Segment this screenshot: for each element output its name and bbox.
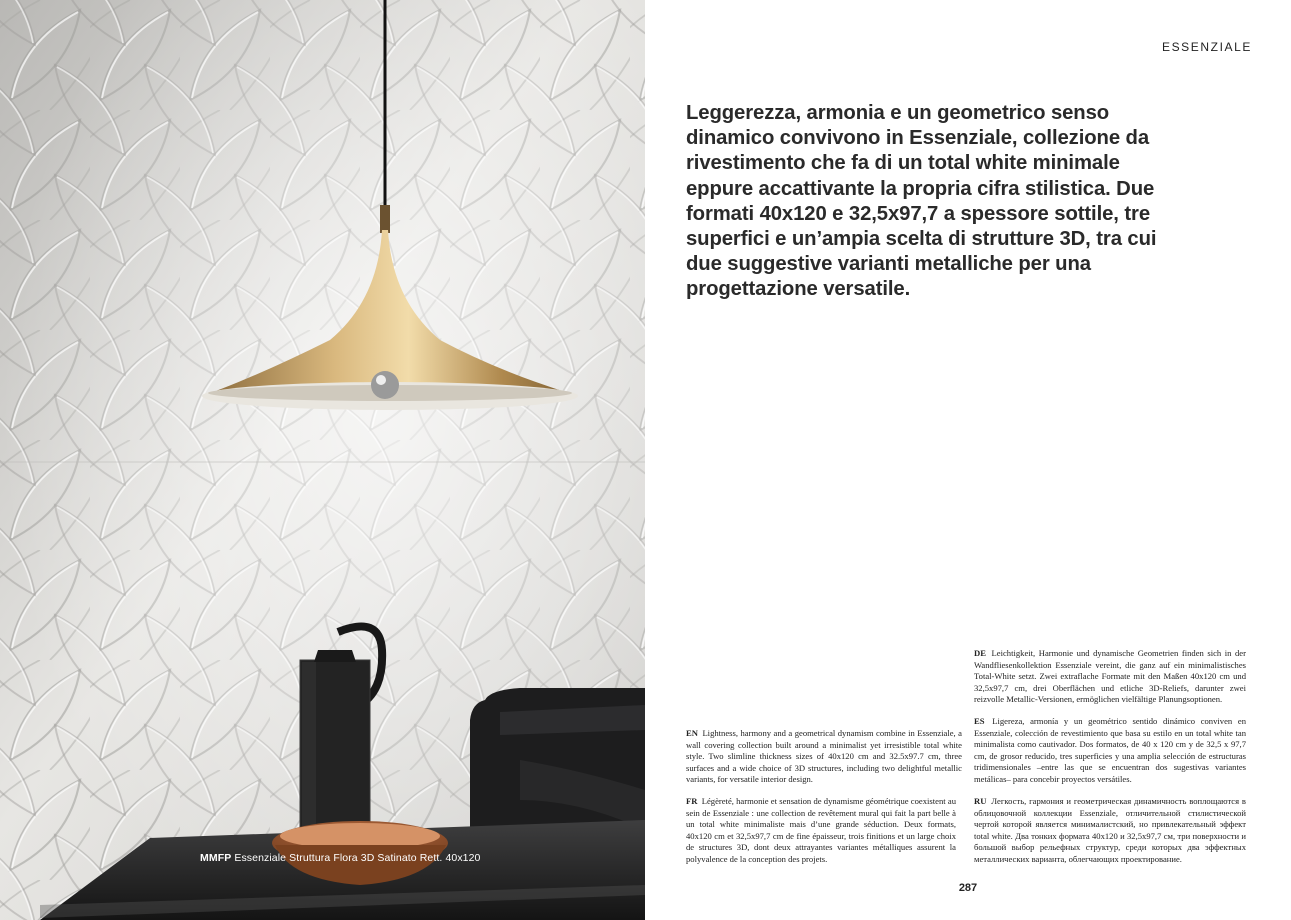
- product-photo: [0, 0, 645, 920]
- paragraph-de-text: Leichtigkeit, Harmonie und dynamische Geometrien finden sich in der Wandfliesenkollektion Essenziale vereint, die ganz auf ein minimalistisches Total-White setzt. Zwei extraflache Formate mit den Maßen 40x120 cm und 32,5x97,7 cm, drei Oberflächen und etliche 3D-Reliefs, darunter zwei reizvolle Metallic-Versionen, ermöglichen vielfältige Planungsoptionen.: [974, 648, 1246, 705]
- lang-tag-de: DE: [974, 648, 986, 658]
- paragraph-es: [974, 716, 1246, 786]
- lang-tag-es: ES: [974, 716, 985, 726]
- section-label: ESSENZIALE: [1161, 40, 1252, 54]
- photo-caption: [200, 852, 481, 864]
- paragraph-ru-text: Легкость, гармония и геометрическая динамичность воплощаются в облицовочной коллекции Essenziale, отличительной стилистической чертой которой является минималистский, но привлекательный эффект total white. Два тонких формата 40x120 и 32,5x97,7 см, три поверхности и большой выбор рельефных структур, среди которых два эффектных металлических варианта, облегчающих проектирование.: [974, 796, 1246, 864]
- paragraph-ru: [974, 796, 1246, 866]
- caption-code: MMFP: [200, 852, 232, 864]
- paragraph-en: [686, 728, 962, 786]
- lang-tag-fr: FR: [686, 796, 698, 806]
- paragraph-fr: [686, 796, 956, 866]
- caption-text: Essenziale Struttura Flora 3D Satinato Rett. 40x120: [234, 852, 481, 864]
- page-number: 287: [958, 882, 978, 894]
- lang-tag-ru: RU: [974, 796, 987, 806]
- lamp-wall-photo-svg: [0, 0, 645, 920]
- paragraph-en-text: Lightness, harmony and a geometrical dynamism combine in Essenziale, a wall covering collection built around a minimalist yet irresistible total white style. Two slimline thickness sizes of 40x120 cm and 32.5x97.7 cm, three surfaces and a wide choice of 3D structures, including two delightful metallic variants, for versatile interior design.: [686, 728, 962, 785]
- paragraph-fr-text: Légèreté, harmonie et sensation de dynamisme géométrique coexistent au sein de Essenziale : une collection de revêtement mural qui fait la part belle à un total white minimaliste mais d’une grande séduction. Deux formats, 40x120 cm et 32,5x97,7 cm de fine épaisseur, trois finitions et un large choix de structures 3D, dont deux attrayantes variantes métalliques assurent la polyvalence de la conception des projets.: [686, 796, 956, 864]
- lang-tag-en: EN: [686, 728, 698, 738]
- lead-paragraph: Leggerezza, armonia e un geometrico senso dinamico convivono in Essenziale, collezione da rivestimento che fa di un total white minimale eppure accattivante la propria cifra stilistica. Due formati 40x120 e 32,5x97,7 a spessore sottile, tre superfici e un’ampia scelta di strutture 3D, tra cui due suggestive varianti metalliche per una progettazione versatile.: [686, 102, 1157, 301]
- paragraph-es-text: Ligereza, armonía y un geométrico sentido dinámico conviven en Essenziale, colección de revestimiento que basa su estilo en un total white tan minimalista como cautivador. Dos formatos, de 40 x 120 cm y de 32,5 x 97,7 cm, de grosor reducido, tres superficies y una amplia selección de estructuras tridimensionales –entre las que se encuentran dos sugestivas variantes metálicas– para concebir proyectos versátiles.: [974, 716, 1246, 784]
- paragraph-de: [974, 648, 1246, 706]
